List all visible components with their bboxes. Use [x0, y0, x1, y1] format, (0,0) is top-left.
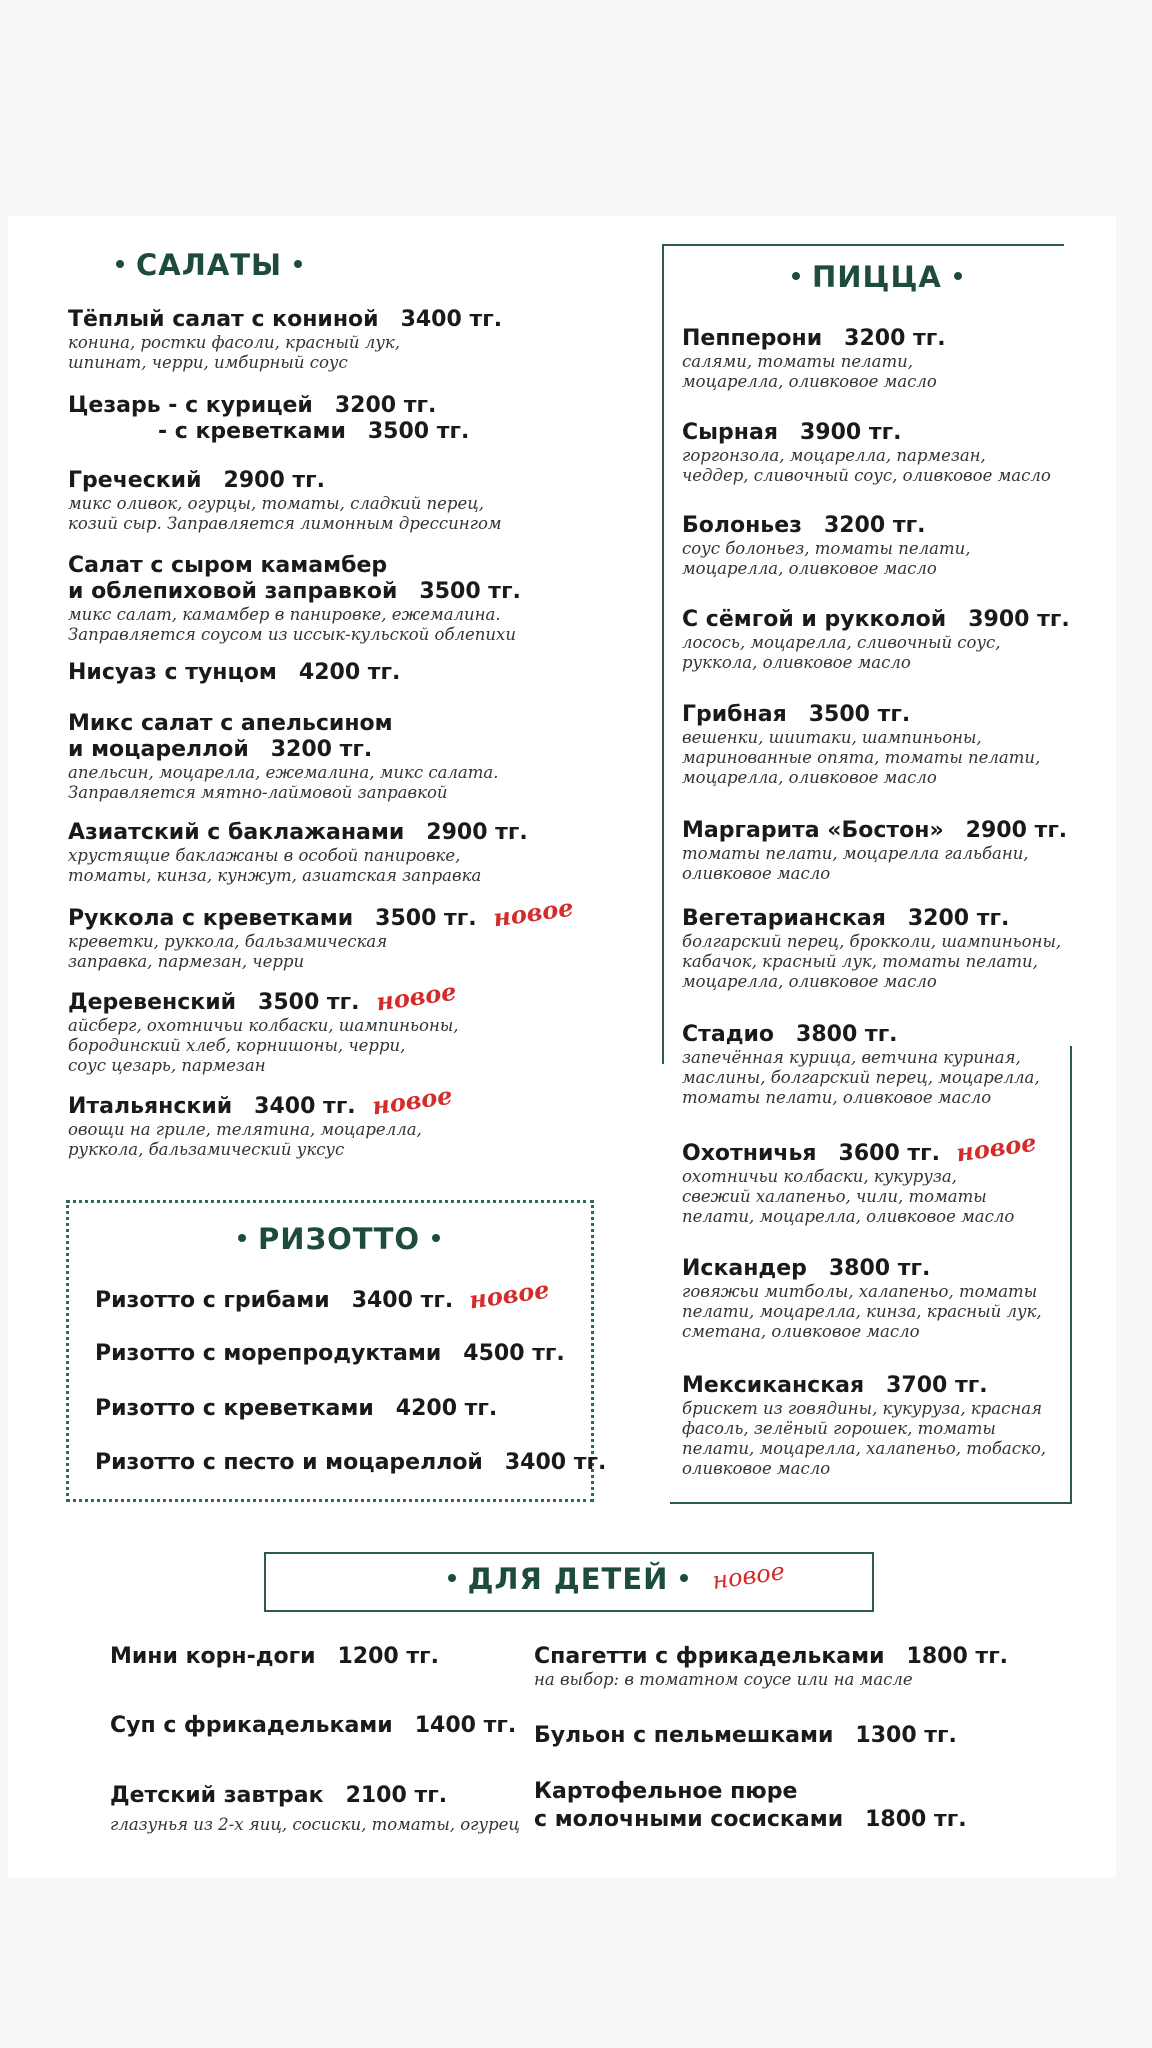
menu-item — [682, 420, 1051, 486]
kids-badge-wrap — [710, 1557, 787, 1595]
new-badge: новое — [373, 976, 458, 1017]
menu-item — [682, 818, 1067, 884]
item-name: Салат с сыром камамбер — [68, 553, 388, 578]
item-name: Цезарь - с курицей — [68, 393, 313, 418]
menu-item — [682, 702, 1040, 788]
menu-item — [68, 976, 459, 1076]
item-price: 1800 тг. — [865, 1807, 967, 1832]
menu-item — [682, 906, 1061, 992]
item-name: Ризотто с грибами — [95, 1288, 330, 1313]
menu-item — [682, 1127, 1039, 1227]
item-desc: козий сыр. Заправляется лимонным дрессингом — [68, 514, 502, 533]
item-name: - с креветками — [158, 419, 346, 444]
item-name: Охотничья — [682, 1141, 817, 1166]
menu-item — [682, 607, 1070, 673]
item-desc: салями, томаты пелати, — [682, 352, 913, 371]
item-desc: хрустящие баклажаны в особой панировке, — [68, 846, 461, 865]
bullet-icon — [792, 272, 800, 280]
item-price: 3200 тг. — [334, 393, 437, 418]
item-desc: лосось, моцарелла, сливочный соус, — [682, 633, 1001, 652]
item-desc: моцарелла, оливковое масло — [682, 972, 937, 991]
item-price: 1800 тг. — [906, 1644, 1009, 1669]
item-desc: креветки, руккола, бальзамическая — [68, 932, 388, 951]
item-desc: оливковое масло — [682, 1459, 831, 1478]
bullet-icon — [116, 260, 124, 268]
menu-item — [68, 468, 502, 534]
menu-item — [682, 1256, 1042, 1342]
item-price: 1300 тг. — [855, 1723, 957, 1748]
item-desc: пелати, моцарелла, оливковое масло — [682, 1207, 1015, 1226]
kids-title-row — [0, 1562, 1152, 1596]
item-name: Стадио — [682, 1022, 775, 1047]
menu-item — [68, 1080, 454, 1160]
risotto-title: РИЗОТТО — [226, 1222, 452, 1256]
item-desc: руккола, оливковое масло — [682, 653, 911, 672]
pizza-title: ПИЦЦА — [780, 260, 974, 294]
item-desc: охотничьи колбаски, кукуруза, — [682, 1167, 957, 1186]
item-desc: айсберг, охотничьи колбаски, шампиньоны, — [68, 1016, 459, 1035]
item-name: Нисуаз с тунцом — [68, 660, 277, 685]
item-price: 1400 тг. — [414, 1713, 517, 1738]
item-price: 3400 тг. — [400, 307, 503, 332]
item-price: 3500 тг. — [808, 702, 911, 727]
item-name: Мексиканская — [682, 1373, 865, 1398]
item-desc: маринованные опята, томаты пелати, — [682, 748, 1041, 767]
item-desc: маслины, болгарский перец, моцарелла, — [682, 1068, 1040, 1087]
item-desc: кабачок, красный лук, томаты пелати, — [682, 952, 1038, 971]
item-price: 3200 тг. — [907, 906, 1010, 931]
item-desc: моцарелла, оливковое масло — [682, 372, 937, 391]
item-desc: руккола, бальзамический уксус — [68, 1140, 345, 1159]
item-desc: моцарелла, оливковое масло — [682, 559, 937, 578]
item-name: Маргарита «Бостон» — [682, 818, 944, 843]
new-badge: новое — [467, 1274, 552, 1315]
menu-item — [95, 1450, 606, 1476]
item-desc: соус цезарь, пармезан — [68, 1056, 266, 1075]
item-desc: говяжьи митболы, халапеньо, томаты — [682, 1282, 1038, 1301]
new-badge: новое — [710, 1557, 787, 1595]
menu-item — [682, 326, 946, 392]
item-name: Пепперони — [682, 326, 823, 351]
menu-item — [534, 1779, 967, 1833]
item-name: Итальянский — [68, 1094, 233, 1119]
bullet-icon — [680, 1574, 688, 1582]
bullet-icon — [294, 260, 302, 268]
item-price: 2900 тг. — [223, 468, 326, 493]
menu-item — [682, 1373, 1046, 1479]
item-name: С сёмгой и рукколой — [682, 607, 947, 632]
item-desc: Заправляется мятно-лаймовой заправкой — [68, 783, 448, 802]
menu-item — [110, 1713, 516, 1739]
item-name: Суп с фрикадельками — [110, 1713, 393, 1738]
item-name: Болоньез — [682, 513, 802, 538]
item-price: 1200 тг. — [337, 1644, 439, 1669]
item-price: 2900 тг. — [426, 820, 528, 845]
item-desc: апельсин, моцарелла, ежемалина, микс салата. — [68, 763, 499, 782]
item-desc: глазунья из 2-х яиц, сосиски, томаты, огурец — [110, 1815, 520, 1834]
kids-title: ДЛЯ ДЕТЕЙ — [418, 1562, 719, 1596]
item-price: 3900 тг. — [968, 607, 1070, 632]
item-desc: запечённая курица, ветчина куриная, — [682, 1048, 1021, 1067]
item-price: 3400 тг. — [254, 1094, 356, 1119]
item-desc: болгарский перец, брокколи, шампиньоны, — [682, 932, 1062, 951]
item-name: Мини корн-доги — [110, 1644, 316, 1669]
item-name: Греческий — [68, 468, 202, 493]
item-desc: пелати, моцарелла, кинза, красный лук, — [682, 1302, 1042, 1321]
new-badge: новое — [490, 892, 575, 933]
item-price: 3500 тг. — [419, 579, 521, 604]
item-price: 2100 тг. — [345, 1783, 448, 1808]
bullet-icon — [432, 1234, 440, 1242]
menu-item — [95, 1396, 497, 1422]
item-price: 3700 тг. — [886, 1373, 988, 1398]
item-name: Микс салат с апельсином — [68, 711, 393, 736]
item-price: 3400 тг. — [504, 1450, 607, 1475]
item-desc: заправка, пармезан, черри — [68, 952, 305, 971]
item-price: 4200 тг. — [395, 1396, 498, 1421]
item-price: 3400 тг. — [351, 1288, 454, 1313]
item-desc: моцарелла, оливковое масло — [682, 768, 937, 787]
item-name: Картофельное пюре — [534, 1779, 798, 1804]
item-name: Деревенский — [68, 990, 237, 1015]
item-desc: пелати, моцарелла, халапеньо, тобаско, — [682, 1439, 1047, 1458]
item-price: 3900 тг. — [799, 420, 902, 445]
menu-item — [68, 393, 469, 445]
menu-item — [534, 1644, 1008, 1690]
item-price: 3200 тг. — [823, 513, 926, 538]
item-name: Спагетти с фрикадельками — [534, 1644, 885, 1669]
item-price: 3600 тг. — [838, 1141, 941, 1166]
item-name: Руккола с креветками — [68, 906, 354, 931]
item-name: Ризотто с песто и моцареллой — [95, 1450, 483, 1475]
new-badge: новое — [954, 1127, 1039, 1168]
item-name: Вегетарианская — [682, 906, 886, 931]
item-desc: на выбор: в томатном соусе или на масле — [534, 1670, 913, 1689]
item-price: 3200 тг. — [270, 737, 373, 762]
menu-item — [68, 660, 400, 686]
item-desc: овощи на гриле, телятина, моцарелла, — [68, 1120, 422, 1139]
item-name: Искандер — [682, 1256, 807, 1281]
bullet-icon — [954, 272, 962, 280]
item-name: Ризотто с креветками — [95, 1396, 374, 1421]
item-desc: чеддер, сливочный соус, оливковое масло — [682, 466, 1051, 485]
menu-item — [534, 1723, 957, 1749]
item-desc: фасоль, зелёный горошек, томаты — [682, 1419, 996, 1438]
item-name: с молочными сосисками — [534, 1807, 844, 1832]
menu-item — [68, 307, 502, 373]
item-desc: оливковое масло — [682, 864, 831, 883]
item-desc: свежий халапеньо, чили, томаты — [682, 1187, 987, 1206]
item-name: Бульон с пельмешками — [534, 1723, 834, 1748]
salads-title: САЛАТЫ — [104, 248, 314, 282]
item-desc: томаты пелати, моцарелла гальбани, — [682, 844, 1029, 863]
item-price: 3800 тг. — [828, 1256, 931, 1281]
item-price: 4200 тг. — [298, 660, 401, 685]
menu-item — [68, 820, 528, 886]
item-price: 3500 тг. — [258, 990, 360, 1015]
item-desc: соус болоньез, томаты пелати, — [682, 539, 971, 558]
item-price: 4500 тг. — [463, 1341, 565, 1366]
item-desc: сметана, оливковое масло — [682, 1322, 920, 1341]
item-desc: томаты пелати, оливковое масло — [682, 1088, 992, 1107]
menu-item — [68, 553, 521, 645]
item-name: и облепиховой заправкой — [68, 579, 398, 604]
item-name: Детский завтрак — [110, 1783, 324, 1808]
item-name: Ризотто с морепродуктами — [95, 1341, 442, 1366]
item-price: 3800 тг. — [796, 1022, 898, 1047]
item-name: Тёплый салат с кониной — [68, 307, 379, 332]
item-desc: микс оливок, огурцы, томаты, сладкий перец, — [68, 494, 484, 513]
menu-item — [682, 1022, 1040, 1108]
item-name: и моцареллой — [68, 737, 249, 762]
menu-item — [95, 1274, 552, 1315]
item-desc: шпинат, черри, имбирный соус — [68, 353, 348, 372]
menu-item — [95, 1341, 565, 1367]
item-desc: конина, ростки фасоли, красный лук, — [68, 333, 400, 352]
item-desc: вешенки, шиитаки, шампиньоны, — [682, 728, 982, 747]
item-name: Азиатский с баклажанами — [68, 820, 405, 845]
item-name: Грибная — [682, 702, 787, 727]
bullet-icon — [448, 1574, 456, 1582]
menu-item — [68, 892, 575, 972]
item-name: Сырная — [682, 420, 778, 445]
bullet-icon — [238, 1234, 246, 1242]
item-desc: бородинский хлеб, корнишоны, черри, — [68, 1036, 406, 1055]
menu-item — [110, 1783, 520, 1835]
new-badge: новое — [369, 1080, 454, 1121]
item-price: 2900 тг. — [965, 818, 1068, 843]
item-price: 3200 тг. — [844, 326, 946, 351]
item-price: 3500 тг. — [375, 906, 477, 931]
item-desc: томаты, кинза, кунжут, азиатская заправка — [68, 866, 482, 885]
item-desc: микс салат, камамбер в панировке, ежемалина. — [68, 605, 501, 624]
item-desc: Заправляется соусом из иссык-кульской облепихи — [68, 625, 516, 644]
item-price: 3500 тг. — [367, 419, 470, 444]
menu-item — [68, 711, 499, 803]
item-desc: брискет из говядины, кукуруза, красная — [682, 1399, 1042, 1418]
menu-item — [110, 1644, 439, 1670]
menu-item — [682, 513, 970, 579]
item-desc: горгонзола, моцарелла, пармезан, — [682, 446, 986, 465]
